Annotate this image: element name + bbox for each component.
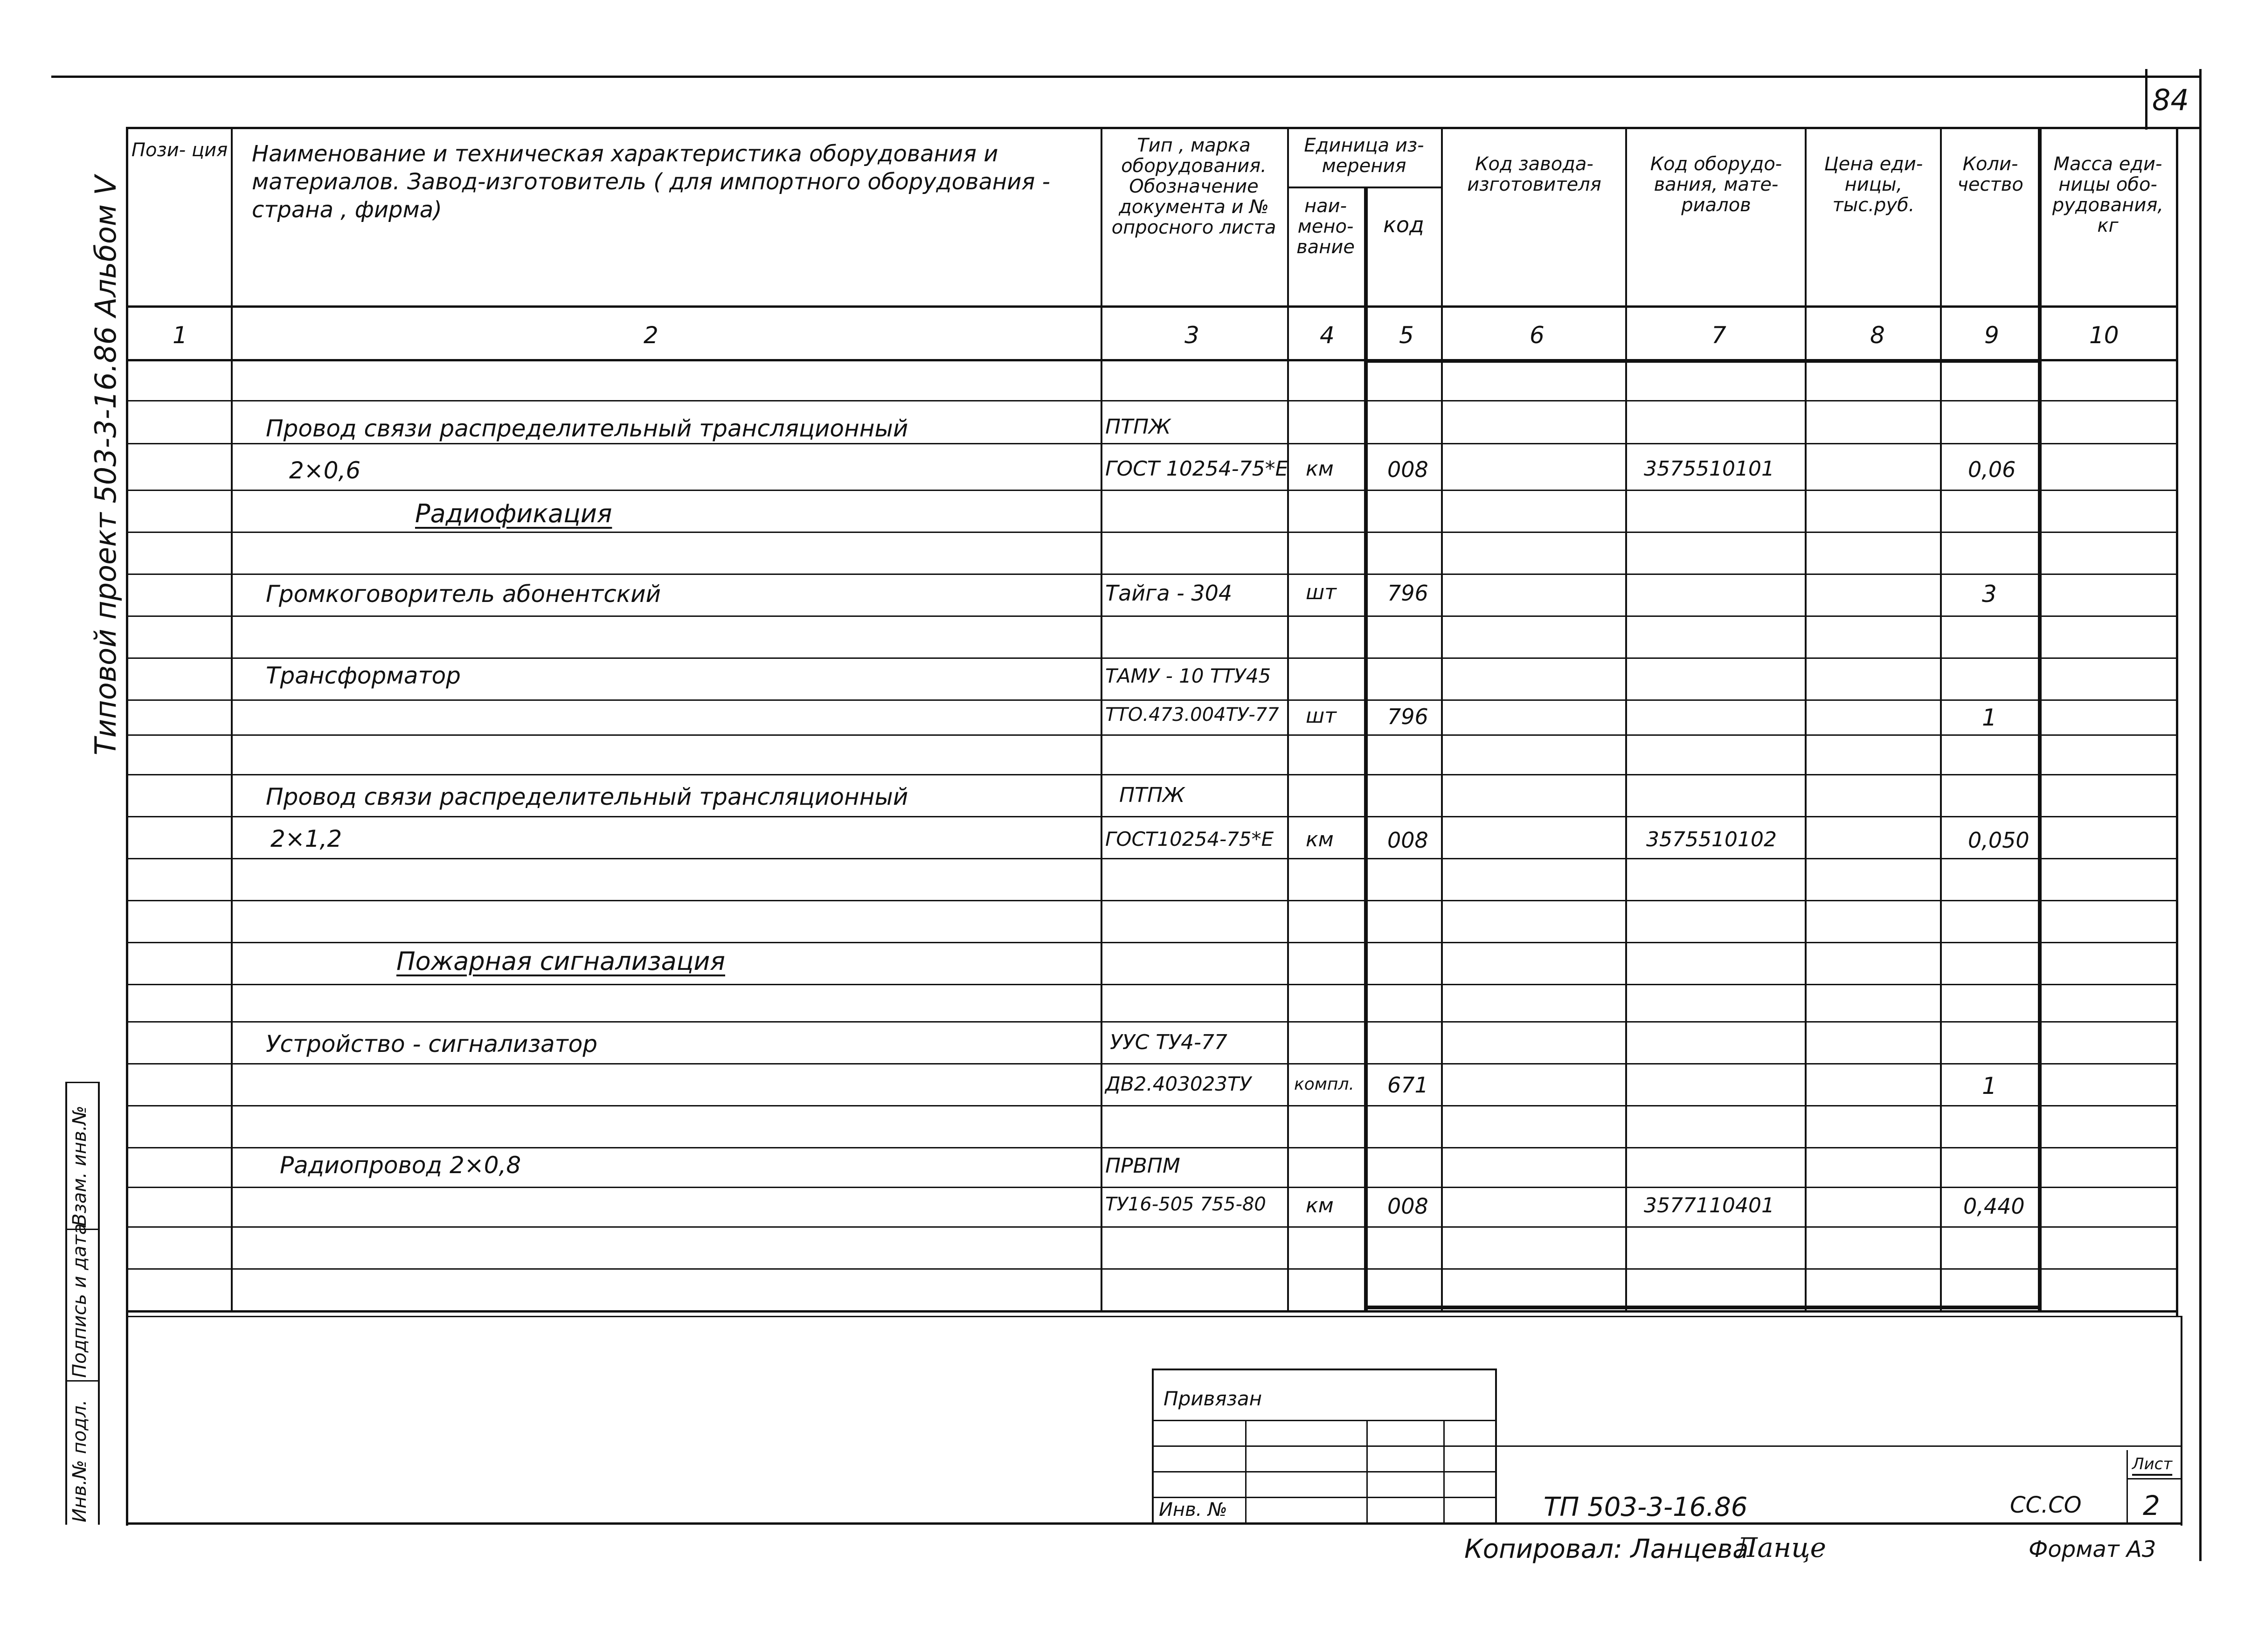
- sheet-box-right: [2199, 69, 2202, 1561]
- row-9-type: УУС ТУ4-77: [1110, 1030, 1227, 1054]
- row-line: [126, 400, 2178, 401]
- row-0-type: ПТПЖ: [1105, 415, 1171, 439]
- bottom-frame-right: [2181, 1316, 2182, 1526]
- row-9-name: Устройство - сигнализатор: [266, 1030, 598, 1058]
- title-block-top: [1495, 1445, 2182, 1447]
- row-5-unit: шт: [1306, 704, 1337, 728]
- col-line-4: [1364, 187, 1368, 1310]
- col-num-4: 4: [1320, 322, 1335, 349]
- side-stamp-divider: [65, 1380, 100, 1382]
- sheet-cell-divider: [2126, 1478, 2182, 1479]
- row-line: [126, 1187, 2178, 1188]
- row-12-code: 008: [1387, 1194, 1428, 1219]
- row-line: [126, 615, 2178, 617]
- side-stamp-top: [65, 1082, 100, 1083]
- copied-by: Копировал: Ланцева: [1464, 1534, 1749, 1564]
- row-line: [126, 984, 2178, 985]
- sheet-label: Лист: [2132, 1455, 2173, 1473]
- col-line-1: [231, 127, 233, 1311]
- col-num-10: 10: [2089, 322, 2119, 349]
- col-line-5: [1441, 127, 1443, 1311]
- stamp-col: [1366, 1420, 1368, 1525]
- row-line: [126, 443, 2178, 444]
- row-3-code: 796: [1387, 581, 1428, 606]
- bold-bottom: [1364, 1306, 2040, 1309]
- row-7-name: 2×1,2: [270, 825, 342, 852]
- col-header-3: Тип , марка оборудования. Обозначение документа и № опросного листа: [1111, 135, 1276, 238]
- row-line: [126, 1268, 2178, 1270]
- row-1-material-code: 3575510101: [1644, 457, 1774, 481]
- col-num-1: 1: [173, 322, 187, 349]
- row-1-unit: км: [1306, 457, 1334, 481]
- stamp-line: [1152, 1445, 1497, 1447]
- row-3-qty: 3: [1982, 581, 1997, 608]
- row-10-unit: компл.: [1294, 1075, 1354, 1094]
- col-line-6: [1625, 127, 1627, 1311]
- row-line: [126, 574, 2178, 575]
- row-11-name: Радиопровод 2×0,8: [280, 1152, 521, 1179]
- row-line: [126, 858, 2178, 859]
- col-line-8: [1940, 127, 1942, 1311]
- stamp-col: [1443, 1420, 1445, 1525]
- row-12-type: ТУ16-505 755-80: [1105, 1194, 1266, 1215]
- unit-group-title: Единица из- мерения: [1304, 135, 1424, 177]
- row-line: [126, 1021, 2178, 1023]
- stamp-col: [1245, 1420, 1247, 1525]
- row-line: [126, 942, 2178, 943]
- row-11-type: ПРВПМ: [1105, 1154, 1180, 1178]
- stamp-line: [1152, 1471, 1497, 1472]
- col-header-8: Цена еди- ницы, тыс.руб.: [1824, 153, 1923, 216]
- row-1-type: ГОСТ 10254-75*Е: [1105, 457, 1288, 481]
- side-stamp-left: [65, 1082, 67, 1525]
- row-5-code: 796: [1387, 704, 1428, 729]
- frame-top: [126, 127, 2201, 129]
- col-num-3: 3: [1184, 322, 1199, 349]
- row-line: [126, 1147, 2178, 1148]
- col-header-7: Код оборудо- вания, мате- риалов: [1650, 153, 1782, 216]
- col-num-2: 2: [644, 322, 658, 349]
- row-1-code: 008: [1387, 457, 1428, 482]
- side-stamp-inv-podl: Инв.№ подл.: [69, 1399, 90, 1522]
- side-stamp-vzam-inv: Взам. инв.№: [69, 1106, 90, 1226]
- sheet-number: 84: [2152, 83, 2189, 117]
- col-header-10: Масса еди- ницы обо- рудования, кг: [2052, 153, 2164, 236]
- row-7-unit: км: [1306, 828, 1334, 851]
- col-num-5: 5: [1399, 322, 1414, 349]
- row-4-name: Трансформатор: [266, 662, 461, 689]
- top-rule: [51, 76, 2201, 78]
- row-5-qty: 1: [1982, 704, 1997, 731]
- row-6-name: Провод связи распределительный трансляционный: [266, 783, 908, 810]
- bold-top: [1364, 359, 2040, 363]
- row-10-type: ДВ2.403023ТУ: [1105, 1072, 1252, 1095]
- stamp-inv: Инв. №: [1159, 1499, 1227, 1521]
- row-line: [126, 774, 2178, 775]
- row-12-qty: 0,440: [1963, 1194, 2025, 1219]
- row-4-type: ТАМУ - 10 ТТУ45: [1105, 664, 1271, 687]
- row-7-qty: 0,050: [1968, 828, 2029, 853]
- sheet-cell-left: [2126, 1450, 2128, 1525]
- row-line: [126, 734, 2178, 736]
- col-header-4: наи- мено- вание: [1296, 195, 1355, 258]
- col-num-6: 6: [1530, 322, 1545, 349]
- frame-bottom: [126, 1522, 2182, 1525]
- side-project-label: Типовой проект 503-3-16.86 Альбом V: [89, 175, 123, 755]
- row-10-qty: 1: [1982, 1072, 1997, 1099]
- col-num-9: 9: [1984, 322, 1999, 349]
- row-line: [126, 1063, 2178, 1064]
- row-line: [126, 1226, 2178, 1228]
- col-header-2: Наименование и техническая характеристика оборудования и материалов. Завод-изготовитель ( для импортного оборудования - страна , фирма): [252, 141, 1050, 223]
- row-3-name: Громкоговоритель абонентский: [266, 581, 661, 608]
- row-line: [126, 532, 2178, 533]
- row-3-type: Тайга - 304: [1105, 581, 1233, 606]
- row-3-unit: шт: [1306, 581, 1337, 604]
- row-7-type: ГОСТ10254-75*Е: [1105, 828, 1274, 850]
- header-bottom: [126, 305, 2178, 308]
- format-label: Формат А3: [2029, 1536, 2156, 1562]
- copyist-signature: Ланце: [1735, 1532, 1826, 1563]
- doc-code: ТП 503-3-16.86: [1544, 1492, 1748, 1522]
- col-header-1: Пози- ция: [131, 139, 228, 161]
- doc-mark: СС.СО: [2010, 1492, 2082, 1518]
- row-line: [126, 699, 2178, 701]
- stamp-privyazan: Привязан: [1164, 1387, 1262, 1410]
- stamp-line: [1152, 1497, 1497, 1498]
- table-bottom: [126, 1310, 2178, 1313]
- row-10-code: 671: [1387, 1072, 1428, 1098]
- col-header-9: Коли- чество: [1957, 153, 2023, 195]
- section-title-fire-alarm: Пожарная сигнализация: [396, 947, 726, 976]
- bottom-area-top: [126, 1316, 2182, 1317]
- row-line: [126, 900, 2178, 901]
- stamp-line: [1152, 1420, 1497, 1421]
- row-line: [126, 1105, 2178, 1106]
- col-line-2: [1101, 127, 1102, 1311]
- side-stamp-signature-date: Подпись и дата: [69, 1223, 90, 1378]
- sheet-box-left: [2145, 69, 2147, 130]
- row-line: [126, 490, 2178, 491]
- row-5-type: ТТО.473.004ТУ-77: [1105, 704, 1279, 726]
- row-6-type: ПТПЖ: [1119, 783, 1185, 807]
- section-title-radio: Радиофикация: [415, 499, 612, 528]
- row-12-unit: км: [1306, 1194, 1334, 1217]
- col-num-8: 8: [1870, 322, 1885, 349]
- row-line: [126, 816, 2178, 817]
- row-line: [126, 657, 2178, 659]
- row-7-code: 008: [1387, 828, 1428, 853]
- col-header-5: код: [1383, 212, 1424, 237]
- col-line-3: [1287, 127, 1289, 1311]
- col-num-7: 7: [1711, 322, 1726, 349]
- col-line-7: [1805, 127, 1807, 1311]
- stamp-top: [1152, 1369, 1497, 1370]
- row-7-material-code: 3575510102: [1646, 828, 1777, 851]
- col-header-6: Код завода- изготовителя: [1467, 153, 1601, 195]
- row-12-material-code: 3577110401: [1644, 1194, 1774, 1217]
- row-1-name: 2×0,6: [289, 457, 361, 484]
- col-line-9: [2038, 127, 2042, 1311]
- sheet-value: 2: [2143, 1490, 2160, 1521]
- row-0-name: Провод связи распределительный трансляционный: [266, 415, 908, 442]
- row-1-qty: 0,06: [1968, 457, 2016, 482]
- side-stamp-right: [98, 1082, 100, 1525]
